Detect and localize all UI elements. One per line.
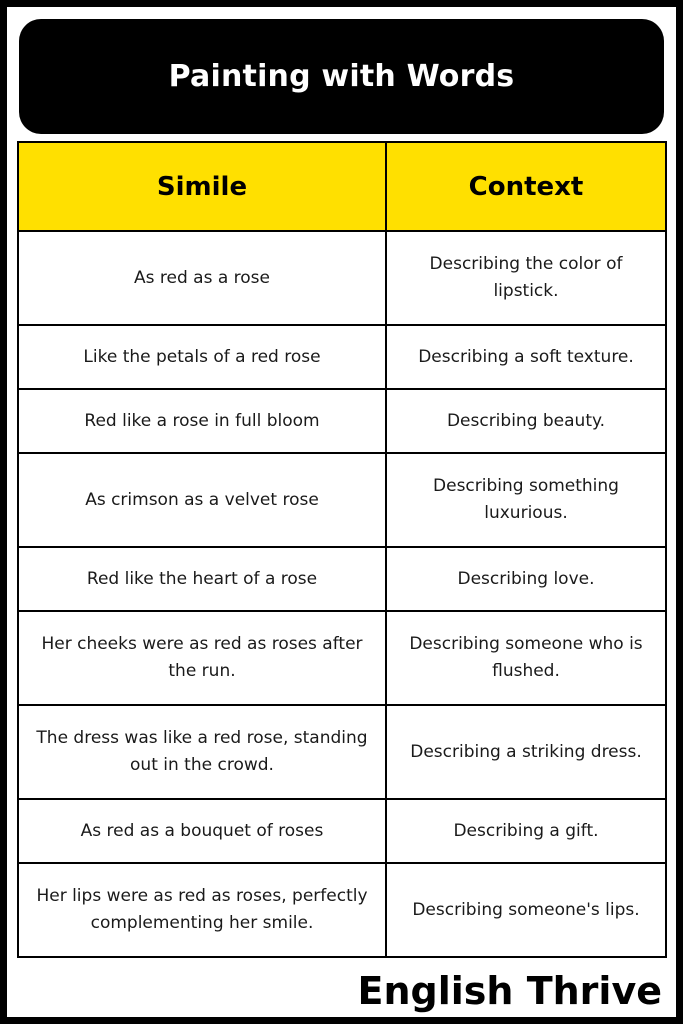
- simile-cell: Like the petals of a red rose: [18, 325, 386, 389]
- context-cell: Describing a striking dress.: [386, 705, 666, 799]
- brand-logo-text: English Thrive: [357, 969, 662, 1013]
- table-row: [18, 231, 666, 325]
- table-row: [18, 611, 666, 705]
- table-row: [18, 325, 666, 389]
- simile-cell: Red like the heart of a rose: [18, 547, 386, 611]
- context-cell: Describing the color of lipstick.: [386, 231, 666, 325]
- context-cell: Describing something luxurious.: [386, 453, 666, 547]
- simile-cell: The dress was like a red rose, standing out in the crowd.: [18, 705, 386, 799]
- simile-cell: Red like a rose in full bloom: [18, 389, 386, 453]
- simile-cell: As crimson as a velvet rose: [18, 453, 386, 547]
- table-row: [18, 705, 666, 799]
- table-row: [18, 863, 666, 957]
- page-title: Painting with Words: [168, 59, 515, 94]
- table-row: [18, 799, 666, 863]
- context-cell: Describing love.: [386, 547, 666, 611]
- context-cell: Describing a gift.: [386, 799, 666, 863]
- simile-cell: Her lips were as red as roses, perfectly complementing her smile.: [18, 863, 386, 957]
- infographic-card: [7, 7, 676, 1017]
- table-row: [18, 389, 666, 453]
- table-row: [18, 453, 666, 547]
- context-cell: Describing beauty.: [386, 389, 666, 453]
- table-header-row: [18, 142, 666, 231]
- simile-table: [17, 141, 667, 958]
- context-cell: Describing a soft texture.: [386, 325, 666, 389]
- context-cell: Describing someone who is flushed.: [386, 611, 666, 705]
- simile-cell: As red as a rose: [18, 231, 386, 325]
- context-cell: Describing someone's lips.: [386, 863, 666, 957]
- title-banner: [19, 19, 664, 134]
- simile-cell: As red as a bouquet of roses: [18, 799, 386, 863]
- simile-cell: Her cheeks were as red as roses after the run.: [18, 611, 386, 705]
- column-header-simile: Simile: [18, 142, 386, 231]
- column-header-context: Context: [386, 142, 666, 231]
- table-row: [18, 547, 666, 611]
